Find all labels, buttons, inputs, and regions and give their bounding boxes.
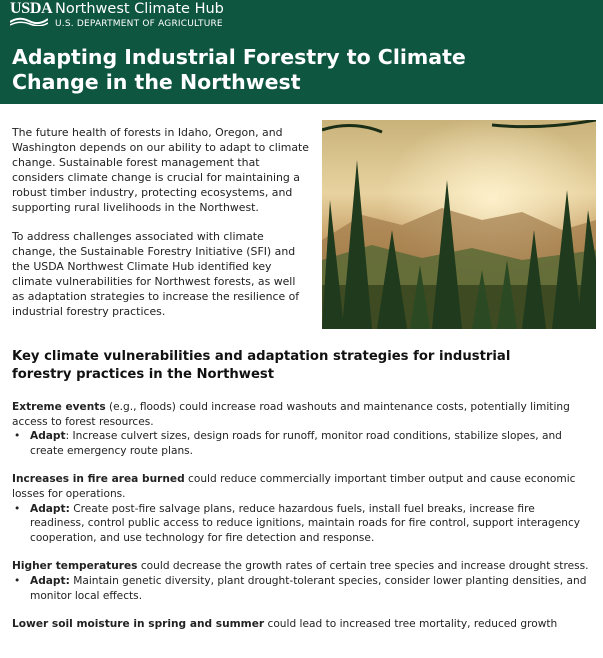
item-soil-moisture bbox=[12, 617, 590, 632]
department-name: U.S. DEPARTMENT OF AGRICULTURE bbox=[55, 19, 223, 29]
bullet-marker: • bbox=[14, 502, 21, 515]
adapt-text: Create post-fire salvage plans, reduce hazardous fuels, install fuel breaks, increase fire readiness, control public access to reduce ignitions, maintain roads for fire control, support interagency cooperation, and use technology for fire detection and response. bbox=[30, 502, 581, 544]
item-higher-temperatures bbox=[12, 559, 590, 603]
forest-photo bbox=[322, 120, 596, 329]
adapt-bullet bbox=[12, 429, 590, 458]
vulnerabilities-list bbox=[12, 400, 590, 646]
usda-logo-icon bbox=[10, 0, 53, 27]
item-extreme-events bbox=[12, 400, 590, 458]
item-text: could reduce commercially important timber output and cause economic losses for operations. bbox=[12, 473, 576, 500]
bullet-marker: • bbox=[14, 574, 21, 587]
adapt-bullet bbox=[12, 574, 590, 603]
item-text: could lead to increased tree mortality, reduced growth bbox=[264, 618, 558, 631]
page-title: Adapting Industrial Forestry to Climate Change in the Northwest bbox=[12, 45, 466, 94]
adapt-label: Adapt bbox=[30, 430, 66, 443]
usda-logo-text: USDA bbox=[10, 0, 53, 17]
hub-identity bbox=[55, 1, 224, 31]
adapt-label: Adapt: bbox=[30, 574, 70, 587]
item-description bbox=[12, 400, 590, 429]
intro-text bbox=[12, 125, 310, 333]
section-title: Key climate vulnerabilities and adaptation strategies for industrial forestry practices in the Northwest bbox=[12, 349, 511, 382]
item-lead: Extreme events bbox=[12, 401, 106, 413]
hub-name: Northwest Climate Hub bbox=[55, 1, 224, 17]
item-fire-area bbox=[12, 472, 590, 545]
header-banner bbox=[0, 0, 603, 104]
item-description bbox=[12, 472, 590, 501]
item-lead: Higher temperatures bbox=[12, 560, 138, 573]
item-description bbox=[12, 617, 590, 632]
item-text: (e.g., floods) could increase road washouts and maintenance costs, potentially limiting access to forest resources. bbox=[12, 401, 570, 428]
adapt-text: Maintain genetic diversity, plant drought-tolerant species, consider lower planting densities, and monitor local effects. bbox=[30, 574, 587, 602]
item-lead: Increases in fire area burned bbox=[12, 473, 185, 486]
item-description bbox=[12, 559, 590, 574]
logo-row[interactable] bbox=[10, 1, 224, 31]
bullet-marker: • bbox=[14, 430, 21, 443]
adapt-text: : Increase culvert sizes, design roads for runoff, monitor road conditions, stabilize slopes, and create emergency route plans. bbox=[30, 430, 562, 457]
adapt-bullet bbox=[12, 502, 590, 546]
adapt-label: Adapt: bbox=[30, 502, 70, 515]
intro-paragraph-1: The future health of forests in Idaho, Oregon, and Washington depends on our ability to adapt to climate change. Sustainable forest management that considers climate change is crucial for maintaining a robust timber industry, protecting ecosystems, and supporting rural livelihoods in the Northwest. bbox=[12, 126, 309, 214]
intro-paragraph-2: To address challenges associated with climate change, the Sustainable Forestry Initiative (SFI) and the USDA Northwest Climate Hub identified key climate vulnerabilities for Northwest forests, as well as adaptation strategies to increase the resilience of industrial forestry practices. bbox=[12, 230, 300, 318]
item-lead: Lower soil moisture in spring and summer bbox=[12, 618, 265, 631]
item-text: could decrease the growth rates of certain tree species and increase drought stress. bbox=[137, 560, 589, 573]
